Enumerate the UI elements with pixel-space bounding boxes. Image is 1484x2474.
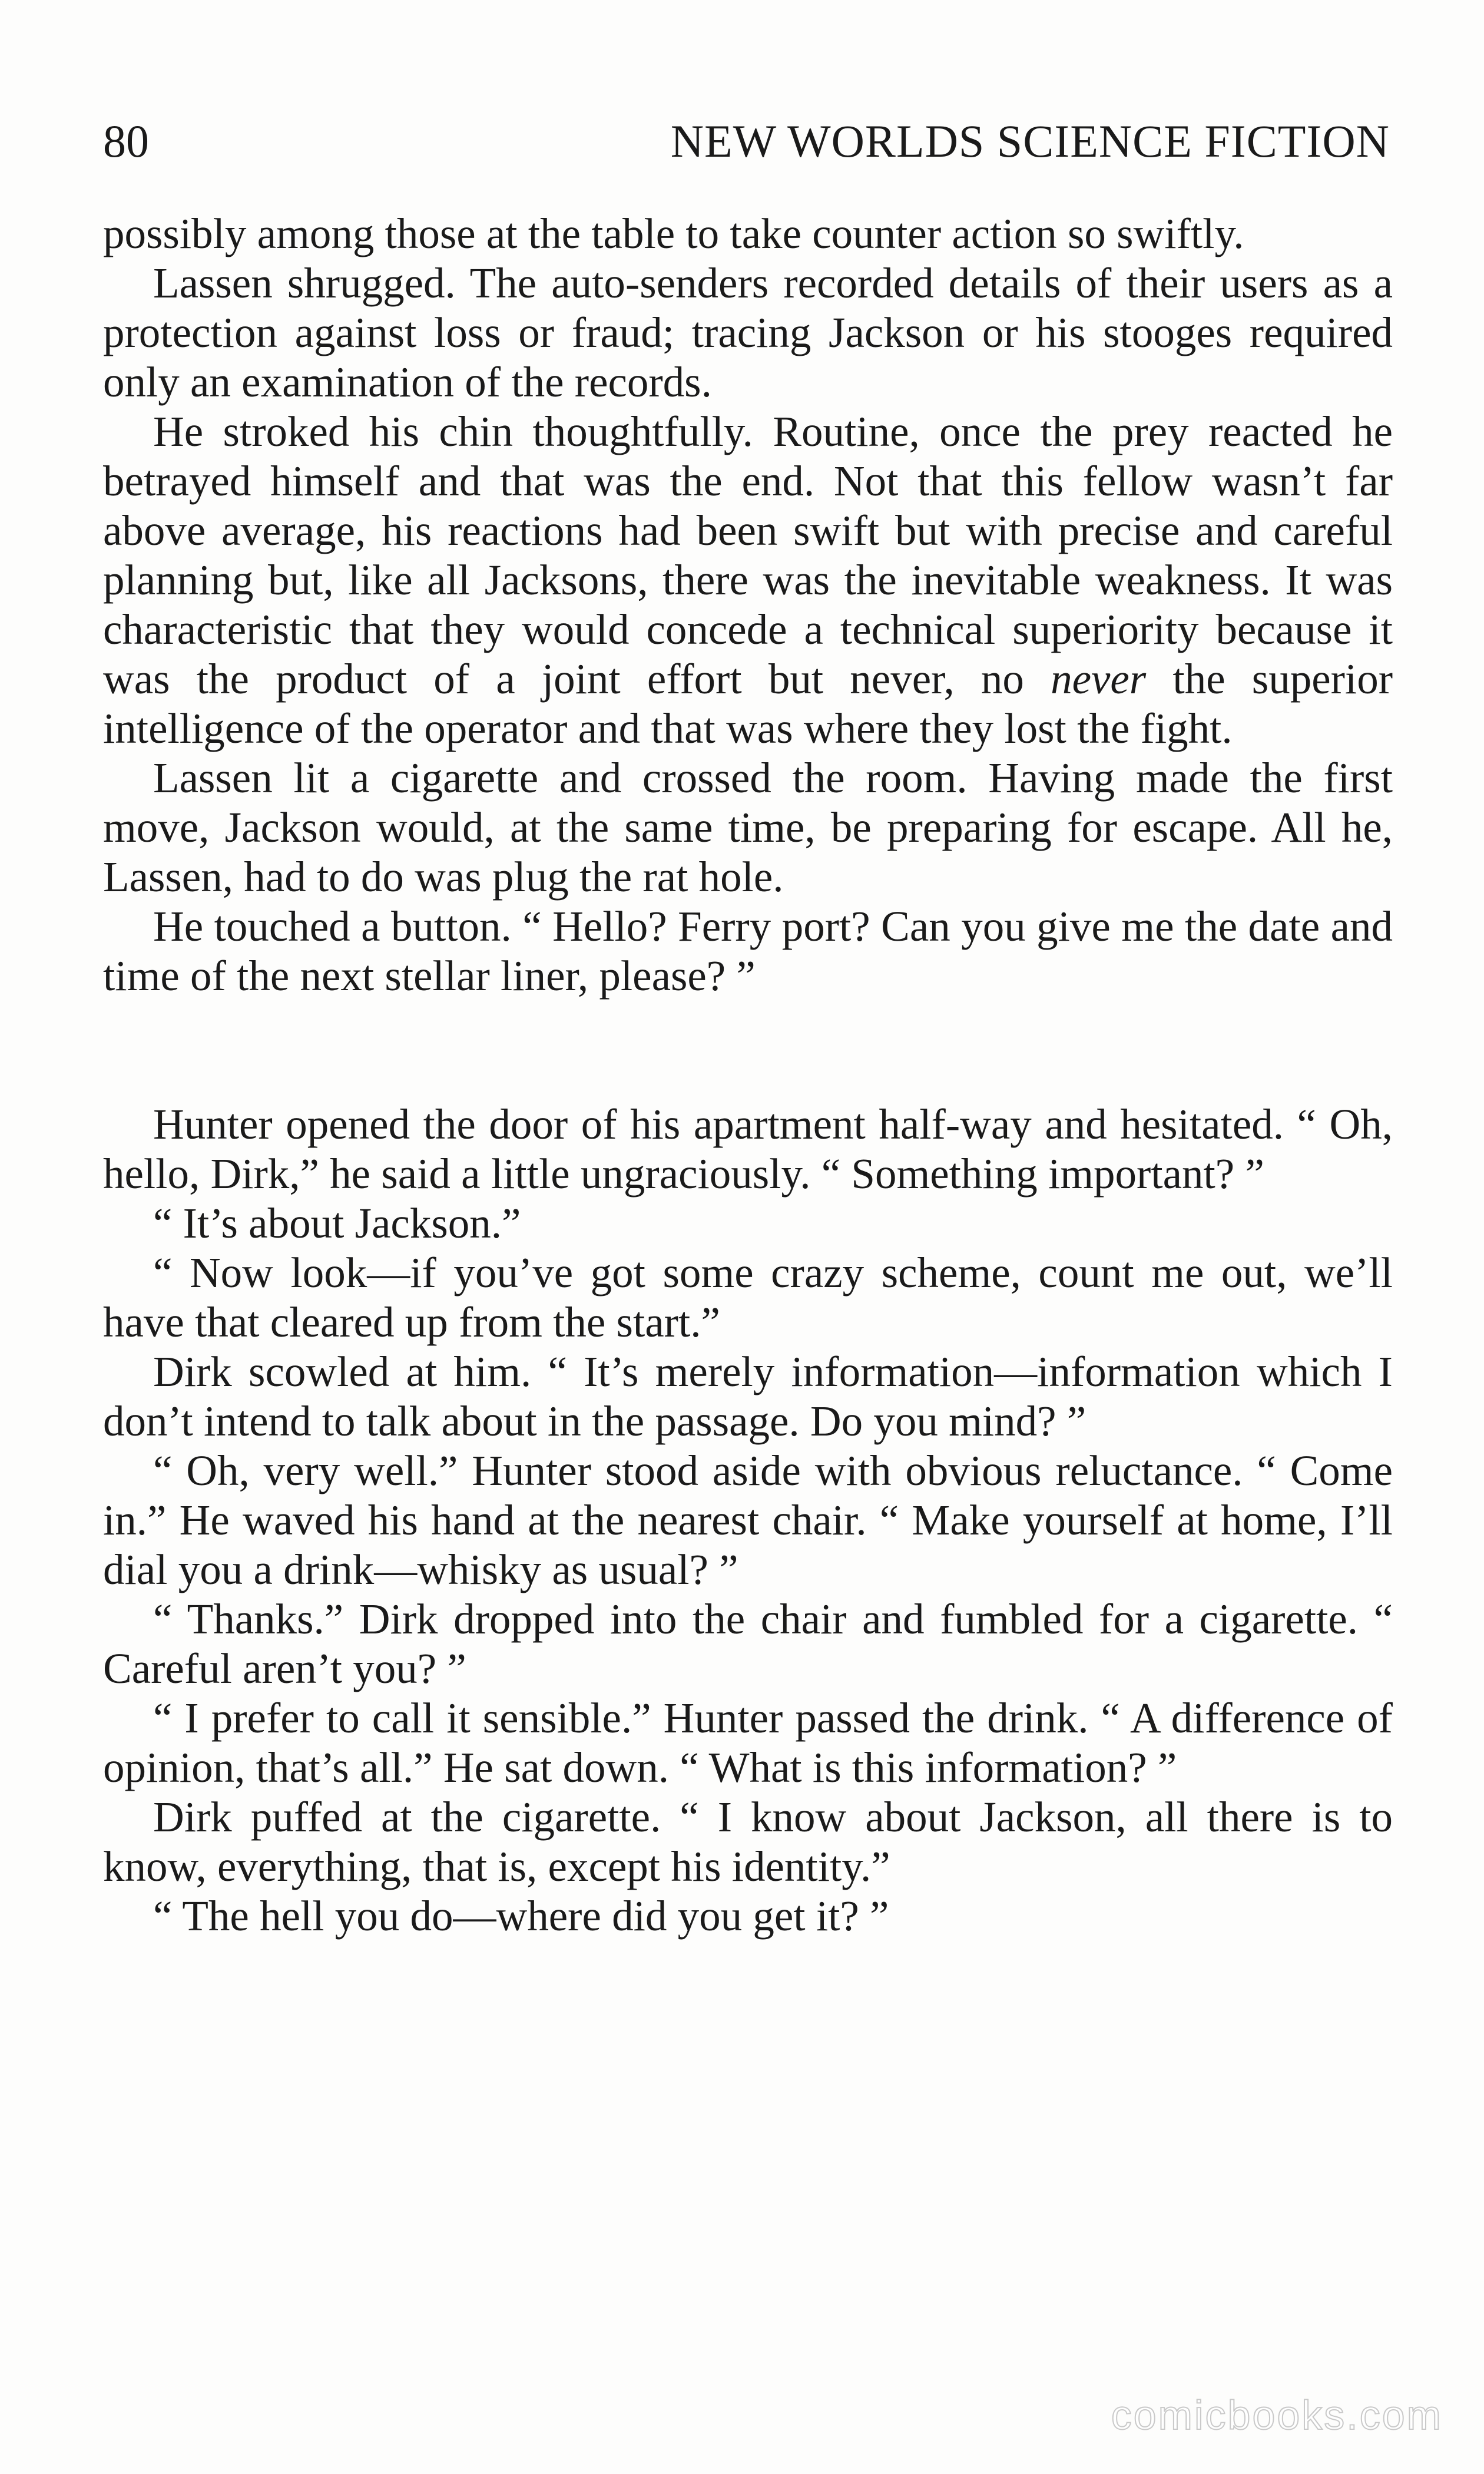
paragraph-text: He stroked his chin thoughtfully. Routine, once the prey reacted he betrayed himself and that was the end. Not that this fellow wasn’t far above average, his reactions had been swift but with precise and careful planning but, like all Jacksons, there was the inevitable weakness. It was characteristic that they would concede a technical superiority because it was the product of a joint effort but never, no: [103, 408, 1393, 703]
paragraph: “ I prefer to call it sensible.” Hunter passed the drink. “ A difference of opinion, that’s all.” He sat down. “ What is this information? ”: [103, 1694, 1393, 1791]
body-text: [103, 209, 1393, 1941]
paragraph: Dirk scowled at him. “ It’s merely information—information which I don’t intend to talk about in the passage. Do you mind? ”: [103, 1348, 1393, 1445]
paragraph-text: the superior intelligence of the operator and that was where they lost the fight.: [103, 655, 1393, 752]
running-head: NEW WORLDS SCIENCE FICTION: [670, 115, 1390, 167]
page-header: [103, 109, 1390, 174]
paragraph: “ The hell you do—where did you get it? ”: [153, 1892, 889, 1940]
paragraph: possibly among those at the table to take counter action so swiftly.: [103, 210, 1244, 257]
paragraph: Lassen lit a cigarette and crossed the room. Having made the first move, Jackson would, at the same time, be preparing for escape. All he, Lassen, had to do was plug the rat hole.: [103, 754, 1393, 901]
paragraph: “ Thanks.” Dirk dropped into the chair and fumbled for a cigarette. “ Careful aren’t you? ”: [103, 1595, 1393, 1692]
paragraph: Dirk puffed at the cigarette. “ I know about Jackson, all there is to know, everything, that is, except his identity.”: [103, 1793, 1393, 1890]
watermark: comicbooks.com: [1111, 2392, 1443, 2438]
paragraph: [103, 407, 1393, 753]
paragraph: Hunter opened the door of his apartment half-way and hesitated. “ Oh, hello, Dirk,” he said a little ungraciously. “ Something important? ”: [103, 1100, 1393, 1198]
section-break: [103, 1001, 1393, 1100]
paragraph: “ Oh, very well.” Hunter stood aside with obvious reluctance. “ Come in.” He waved his hand at the nearest chair. “ Make yourself at home, I’ll dial you a drink—whisky as usual? ”: [103, 1447, 1393, 1593]
paragraph: “ Now look—if you’ve got some crazy scheme, count me out, we’ll have that cleared up from the start.”: [103, 1249, 1393, 1346]
paragraph: He touched a button. “ Hello? Ferry port? Can you give me the date and time of the next stellar liner, please? ”: [103, 902, 1393, 1000]
paragraph: “ It’s about Jackson.”: [153, 1199, 521, 1247]
paragraph: Lassen shrugged. The auto-senders recorded details of their users as a protection against loss or fraud; tracing Jackson or his stooges required only an examination of the records.: [103, 259, 1393, 406]
emphasis-text: never: [1051, 655, 1147, 703]
page-number: 80: [103, 115, 149, 167]
